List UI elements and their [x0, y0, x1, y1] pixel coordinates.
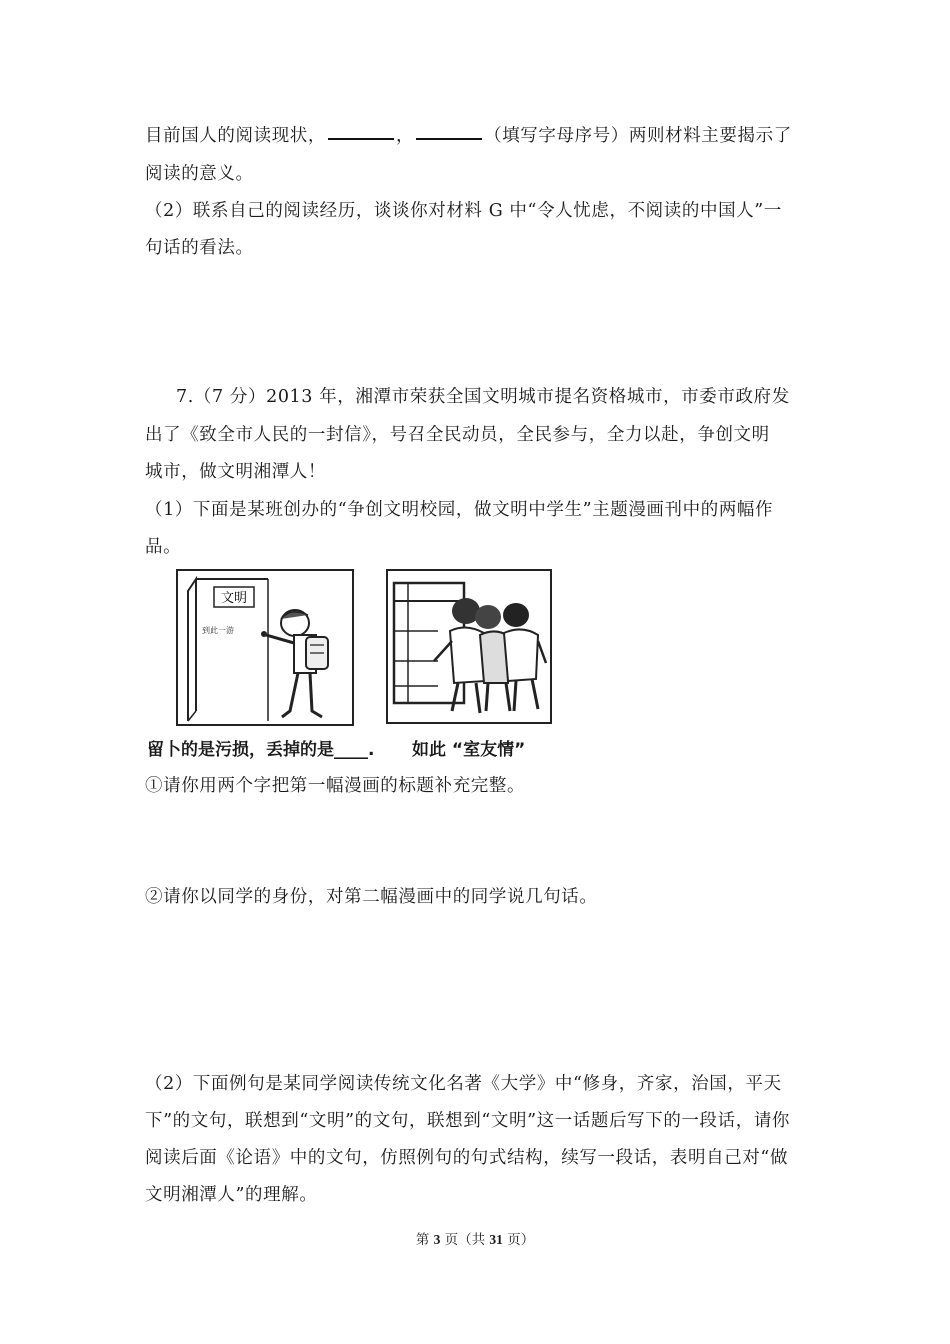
- door-sign-text: 文明: [220, 591, 248, 606]
- comic-panel-1: [176, 569, 354, 726]
- q7-task-1: ①请你用两个字把第一幅漫画的标题补充完整。: [145, 776, 526, 796]
- q6-sub2-line-1: （2）联系自己的阅读经历，谈谈你对材料 G 中“令人忧虑，不阅读的中国人”一: [145, 201, 782, 221]
- comic-2-drawing: [388, 571, 550, 722]
- footer-page-number: 3: [433, 1232, 441, 1247]
- comic-panel-2: [386, 569, 552, 724]
- graffiti-text: 到此一游: [202, 626, 234, 635]
- comic-1-drawing: [178, 571, 352, 724]
- q7-sub2-line-4: 文明湘潭人”的理解。: [145, 1185, 318, 1205]
- q6-line-1: [145, 122, 792, 147]
- q7-sub2-line-1: （2）下面例句是某同学阅读传统文化名著《大学》中“修身，齐家，治国，平天: [145, 1074, 782, 1094]
- q7-line-3: 城市，做文明湘潭人！: [145, 462, 326, 482]
- q6-sub2-line-2: 句话的看法。: [145, 238, 254, 258]
- q6-line1-sep: ，: [396, 126, 415, 146]
- q6-line-2: 阅读的意义。: [145, 164, 254, 184]
- footer-middle: 页（共: [440, 1232, 490, 1248]
- q7-sub2-line-3: 阅读后面《论语》中的文句，仿照例句的句式结构，续写一段话，表明自己对“做: [145, 1148, 789, 1168]
- footer-suffix: 页）: [502, 1232, 535, 1248]
- q6-line1-pre: 目前国人的阅读现状，: [145, 126, 326, 146]
- footer-prefix: 第: [415, 1232, 434, 1248]
- answer-blank-1[interactable]: [328, 137, 394, 140]
- q7-line-2: 出了《致全市人民的一封信》，号召全民动员，全民参与，全力以赴，争创文明: [145, 425, 770, 445]
- comic-2-caption: 如此 “室友情”: [412, 740, 526, 760]
- q7-line-1: 7.（7 分）2013 年，湘潭市荣获全国文明城市提名资格城市，市委市政府发: [176, 387, 790, 407]
- footer-total-pages: 31: [489, 1232, 503, 1247]
- answer-blank-2[interactable]: [416, 137, 482, 140]
- q7-sub2-line-2: 下”的文句，联想到“文明”的文句，联想到“文明”这一话题后写下的一段话，请你: [145, 1111, 791, 1131]
- page-footer: [0, 1228, 950, 1248]
- comic-1-caption: 留卜的是污损，丢掉的是____.: [147, 740, 375, 760]
- q7-sub1-line-2: 品。: [145, 537, 182, 557]
- q7-task-2: ②请你以同学的身份，对第二幅漫画中的同学说几句话。: [145, 887, 598, 907]
- q6-line1-post: （填写字母序号）两则材料主要揭示了: [484, 126, 792, 146]
- q7-sub1-line-1: （1）下面是某班创办的“争创文明校园，做文明中学生”主题漫画刊中的两幅作: [145, 500, 774, 520]
